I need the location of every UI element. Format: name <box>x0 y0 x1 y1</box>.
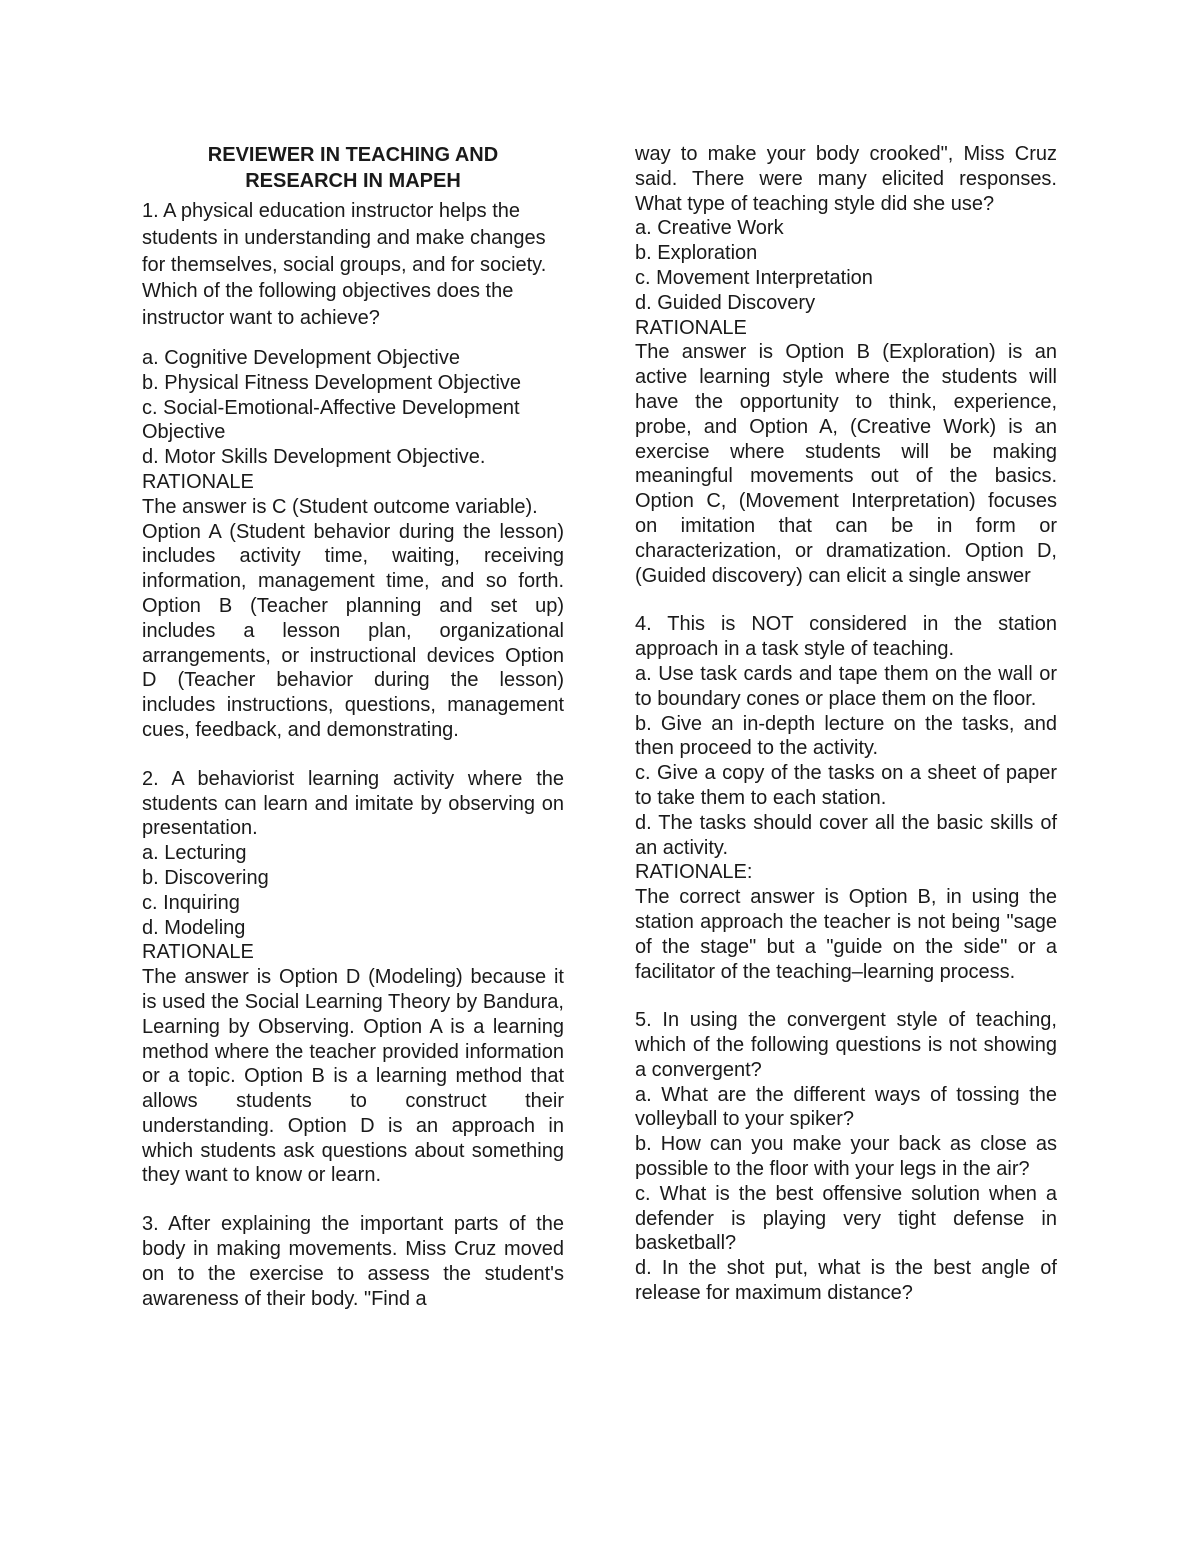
question-4-option-b: b. Give an in-depth lecture on the tasks, and then proceed to the activity. <box>635 712 1057 760</box>
question-4-option-c: c. Give a copy of the tasks on a sheet of paper to take them to each station. <box>635 762 1057 809</box>
question-3-stem-part-1: 3. After explaining the important parts of the body in making movements. Miss Cruz moved on to the exercise to assess the student's awareness of their body. "Find a <box>142 1213 564 1310</box>
question-2-option-c: c. Inquiring <box>142 891 240 914</box>
question-1-option-d: d. Motor Skills Development Objective. <box>142 446 486 469</box>
question-1-option-b: b. Physical Fitness Development Objective <box>142 371 522 394</box>
title-line-2: RESEARCH IN MAPEH <box>245 170 461 192</box>
question-4-rationale-label: RATIONALE: <box>635 861 753 884</box>
question-2-stem: 2. A behaviorist learning activity where the students can learn and imitate by observing on presentation. <box>142 767 564 840</box>
question-3-part-2 <box>635 142 1057 588</box>
question-3-rationale-label: RATIONALE <box>635 316 747 339</box>
question-3-part-1 <box>142 1212 564 1311</box>
question-3-option-d: d. Guided Discovery <box>635 291 816 314</box>
question-1-option-c: c. Social-Emotional-Affective Development Objective <box>142 396 520 444</box>
question-4-option-a: a. Use task cards and tape them on the wall or to boundary cones or place them on the floor. <box>635 662 1057 710</box>
left-column <box>142 142 564 1311</box>
question-1-stem: 1. A physical education instructor helps the students in understanding and make changes for themselves, social groups, and for society. Which of the following objectives does the instructor want to achieve? <box>142 200 547 330</box>
question-5-option-b: b. How can you make your back as close as possible to the floor with your legs in the air? <box>635 1133 1057 1181</box>
question-4 <box>635 612 1057 984</box>
question-3-option-a: a. Creative Work <box>635 217 784 240</box>
question-5-option-d: d. In the shot put, what is the best angle of release for maximum distance? <box>635 1257 1057 1305</box>
question-1-option-a: a. Cognitive Development Objective <box>142 346 460 369</box>
question-3-stem-part-2: way to make your body crooked", Miss Cruz said. There were many elicited responses. What type of teaching style did she use? <box>635 143 1057 215</box>
question-1 <box>142 198 564 743</box>
question-4-rationale: The correct answer is Option B, in using the station approach the teacher is not being "sage of the stage" but a "guide on the side" or a facilitator of the teaching–learning process. <box>635 886 1057 983</box>
question-1-rationale-answer: The answer is C (Student outcome variable). <box>142 495 538 518</box>
question-5-stem: 5. In using the convergent style of teaching, which of the following questions is not showing a convergent? <box>635 1009 1057 1081</box>
question-2-rationale: The answer is Option D (Modeling) because it is used the Social Learning Theory by Bandura, Learning by Observing. Option A is a learning method where the teacher provided information or a topic. Option B is a learning method that allows students to construct their understanding. Option D is an approach in which students ask questions about something they want to know or learn. <box>142 966 564 1187</box>
document-title <box>142 142 564 194</box>
question-3-option-b: b. Exploration <box>635 242 758 265</box>
question-3-option-c: c. Movement Interpretation <box>635 266 873 289</box>
question-4-option-d: d. The tasks should cover all the basic skills of an activity. <box>635 811 1057 859</box>
question-2 <box>142 767 564 1189</box>
question-2-option-d: d. Modeling <box>142 916 246 939</box>
question-1-rationale-explanation: Option A (Student behavior during the lesson) includes activity time, waiting, receiving information, management time, and so forth. Option B (Teacher planning and set up) includes a lesson plan, organizational arrangements, or instructional devices Option D (Teacher behavior during the lesson) includes instructions, questions, management cues, feedback, and demonstrating. <box>142 520 564 741</box>
question-5-option-a: a. What are the different ways of tossing the volleyball to your spiker? <box>635 1083 1057 1131</box>
question-1-rationale-label: RATIONALE <box>142 470 254 493</box>
title-line-1: REVIEWER IN TEACHING AND <box>207 144 499 166</box>
question-4-stem: 4. This is NOT considered in the station approach in a task style of teaching. <box>635 613 1057 661</box>
question-5 <box>635 1008 1057 1306</box>
right-column <box>635 142 1057 1306</box>
question-2-rationale-label: RATIONALE <box>142 941 254 964</box>
question-5-option-c: c. What is the best offensive solution when a defender is playing very tight defense in basketball? <box>635 1182 1057 1255</box>
question-2-option-a: a. Lecturing <box>142 842 247 865</box>
question-3-rationale: The answer is Option B (Exploration) is an active learning style where the students will have the opportunity to think, experience, probe, and Option A, (Creative Work) is an exercise where students will be making meaningful movements out of the basics. Option C, (Movement Interpretation) focuses on imitation that can be in form or characterization, or dramatization. Option D, (Guided discovery) can elicit a single answer <box>635 341 1057 587</box>
question-2-option-b: b. Discovering <box>142 866 269 889</box>
